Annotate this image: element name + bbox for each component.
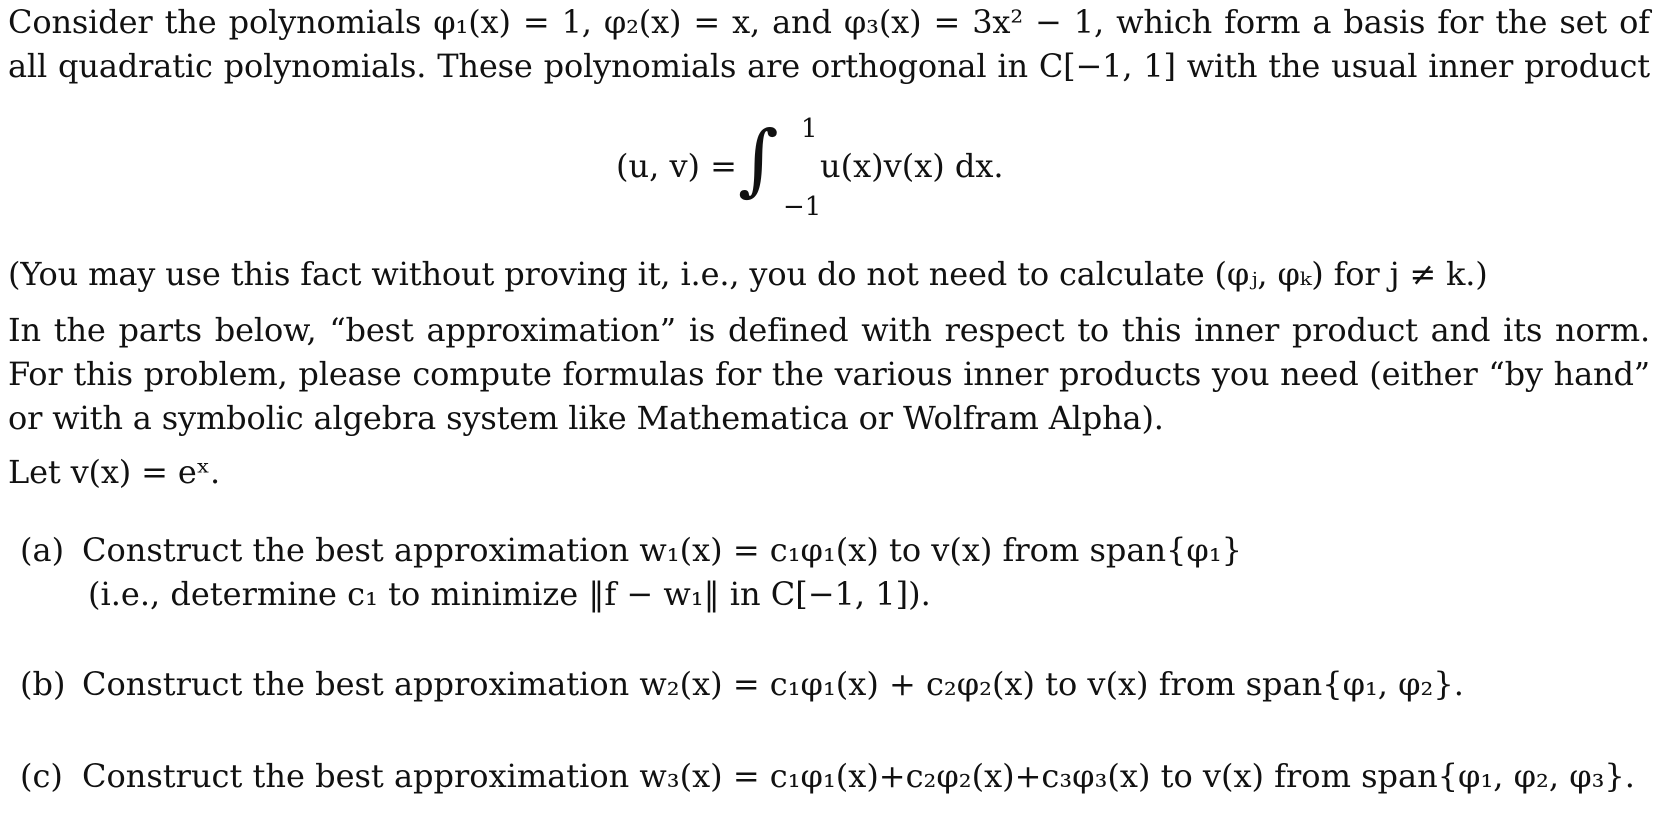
instructions-line-3: or with a symbolic algebra system like Mathematica or Wolfram Alpha).: [8, 399, 1164, 437]
part-a-text: Construct the best approximation w₁(x) = c₁φ₁(x) to v(x) from span{φ₁}: [82, 531, 1242, 569]
part-b-label: (b): [20, 665, 66, 703]
fact-note: (You may use this fact without proving it, i.e., you do not need to calculate (φⱼ, φₖ) for j ≠ k.): [8, 255, 1488, 293]
instructions-line-2: For this problem, please compute formulas for the various inner products you need (either “by hand”: [8, 355, 1650, 393]
equation-left-side: (u, v) =: [616, 147, 737, 185]
instructions-line-1: In the parts below, “best approximation” is defined with respect to this inner product and its norm.: [8, 311, 1650, 349]
part-a-continuation: (i.e., determine c₁ to minimize ‖f − w₁‖ in C[−1, 1]).: [88, 575, 931, 613]
integral-upper-limit: 1: [801, 114, 818, 144]
part-a-label: (a): [20, 531, 65, 569]
equation-integrand: u(x)v(x) dx.: [820, 147, 1004, 185]
part-c-label: (c): [20, 757, 63, 795]
function-definition: Let v(x) = eˣ.: [8, 453, 221, 491]
part-c-text: Construct the best approximation w₃(x) = c₁φ₁(x)+c₂φ₂(x)+c₃φ₃(x) to v(x) from span{φ₁, φ₂, φ₃}.: [82, 757, 1635, 795]
part-b: [20, 664, 1464, 704]
part-b-text: Construct the best approximation w₂(x) = c₁φ₁(x) + c₂φ₂(x) to v(x) from span{φ₁, φ₂}.: [82, 665, 1464, 703]
intro-line-1: Consider the polynomials φ₁(x) = 1, φ₂(x) = x, and φ₃(x) = 3x² − 1, which form a basis for the set of: [8, 3, 1650, 41]
integral-lower-limit: −1: [783, 192, 822, 222]
document-page: [8, 0, 1658, 827]
inner-product-equation: [8, 114, 1658, 228]
part-c: [20, 756, 1662, 796]
part-a: [20, 530, 1242, 570]
integral-sign: ∫: [738, 115, 779, 205]
intro-line-2: all quadratic polynomials. These polynomials are orthogonal in C[−1, 1] with the usual inner product: [8, 47, 1650, 85]
